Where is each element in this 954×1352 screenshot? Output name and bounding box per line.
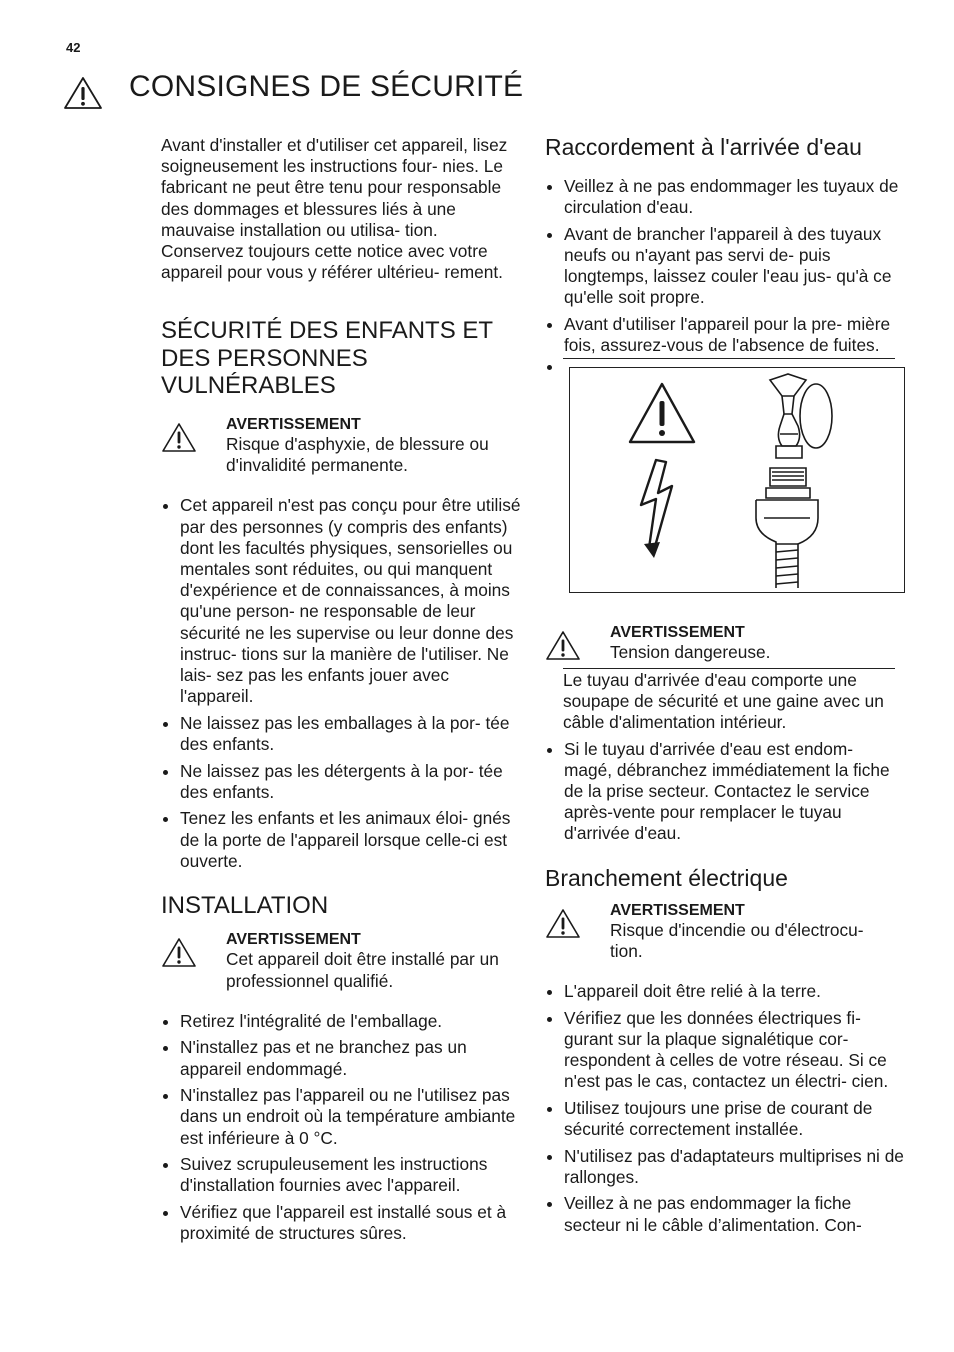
warning-text: Risque d'incendie ou d'électrocu- tion. <box>610 919 864 961</box>
electrical-list <box>545 981 905 1236</box>
section-heading-children-safety: SÉCURITÉ DES ENFANTS ET DES PERSONNES VULNÉRABLES <box>161 317 493 400</box>
water-hose-list <box>545 739 905 845</box>
warning-icon <box>161 422 197 453</box>
warning-text: Cet appareil doit être installé par un professionnel qualifié. <box>226 949 499 991</box>
hose-note: Le tuyau d'arrivée d'eau comporte une soupape de sécurité et une gaine avec un câble d'alimentation intérieur. <box>563 670 884 733</box>
warning-icon <box>63 76 103 110</box>
water-inlet-safety-illustration <box>569 367 905 593</box>
divider <box>563 358 895 359</box>
list-item: L'appareil doit être relié à la terre. <box>545 981 905 1002</box>
page-number: 42 <box>66 40 81 55</box>
list-item: Si le tuyau d'arrivée d'eau est endom- magé, débranchez immédiatement la fiche de la prise secteur. Contactez le service après-vente pour remplacer le tuyau d'arrivée d'eau. <box>545 739 905 845</box>
list-item: Tenez les enfants et les animaux éloi- gnés de la porte de l'appareil lorsque celle-ci est ouverte. <box>161 808 521 872</box>
list-item: Ne laissez pas les emballages à la por- tée des enfants. <box>161 713 521 755</box>
warning-icon <box>545 630 581 661</box>
list-item: N'utilisez pas d'adaptateurs multiprises ni de rallonges. <box>545 1146 905 1188</box>
divider <box>563 668 895 669</box>
section-heading-water-connection: Raccordement à l'arrivée d'eau <box>545 134 862 160</box>
list-item: Suivez scrupuleusement les instructions d'installation fournies avec l'appareil. <box>161 1154 521 1196</box>
warning-label: AVERTISSEMENT <box>610 901 745 919</box>
warning-text: Tension dangereuse. <box>610 641 771 662</box>
warning-label: AVERTISSEMENT <box>226 415 361 433</box>
warning-block <box>161 931 521 991</box>
warning-block <box>545 624 905 663</box>
warning-icon <box>161 937 197 968</box>
warning-text: Risque d'asphyxie, de blessure ou d'invalidité permanente. <box>226 433 489 476</box>
list-item: Avant d'utiliser l'appareil pour la pre- mière fois, assurez-vous de l'absence de fuites. <box>545 314 905 356</box>
section-heading-electrical: Branchement électrique <box>545 864 788 891</box>
list-item: Avant de brancher l'appareil à des tuyaux neufs ou n'ayant pas servi de- puis longtemps, laissez couler l'eau jus- qu'à ce qu'elle soit propre. <box>545 224 905 309</box>
section-heading-installation: INSTALLATION <box>161 891 329 919</box>
illustration-item <box>545 362 905 624</box>
warning-label: AVERTISSEMENT <box>226 931 361 949</box>
list-item: N'installez pas et ne branchez pas un appareil endommagé. <box>161 1037 521 1079</box>
children-safety-list <box>161 495 521 872</box>
tap-icon <box>770 374 832 458</box>
list-item: Retirez l'intégralité de l'emballage. <box>161 1011 521 1032</box>
list-item: N'installez pas l'appareil ou ne l'utilisez pas dans un endroit où la température ambiante est inférieure à 0 °C. <box>161 1085 521 1149</box>
page-title: CONSIGNES DE SÉCURITÉ <box>129 70 524 103</box>
lightning-icon <box>641 460 672 558</box>
bullet-dot <box>547 365 552 370</box>
warning-label: AVERTISSEMENT <box>610 623 745 641</box>
safety-valve-icon <box>756 468 818 588</box>
water-connection-list <box>545 176 905 356</box>
warning-block <box>545 902 905 962</box>
installation-list <box>161 1011 521 1245</box>
intro-paragraph: Avant d'installer et d'utiliser cet appareil, lisez soigneusement les instructions four- nies. Le fabricant ne peut être tenu pour responsable des dommages et blessures liés à une mauvaise installation ou utilisa- tion. Conservez toujours cette notice avec votre appareil pour vous y référer ultérieu- rement. <box>161 135 508 283</box>
list-item: Vérifiez que les données électriques fi- gurant sur la plaque signalétique cor- respondent à celles de votre réseau. Si ce n'est pas le cas, contactez un électri- cien. <box>545 1008 905 1093</box>
left-column <box>161 135 521 1250</box>
warning-icon <box>545 908 581 939</box>
right-column <box>545 133 905 1241</box>
warning-block <box>161 416 521 476</box>
list-item: Veillez à ne pas endommager les tuyaux de circulation d'eau. <box>545 176 905 218</box>
list-item: Cet appareil n'est pas conçu pour être utilisé par des personnes (y compris des enfants) dont les facultés physiques, sensorielles ou mentales sont réduites, ou qui manquent d'expérience et de connaissances, à moins qu'une person- ne responsable de leur sécurité ne les supervise ou leur donne des instruc- tions sur la manière de l'utiliser. Ne lais- sez pas les enfants jouer avec l'appareil. <box>161 495 521 707</box>
warning-icon <box>630 384 694 442</box>
list-item: Utilisez toujours une prise de courant de sécurité correctement installée. <box>545 1098 905 1140</box>
list-item: Ne laissez pas les détergents à la por- tée des enfants. <box>161 761 521 803</box>
list-item: Vérifiez que l'appareil est installé sous et à proximité de structures sûres. <box>161 1202 521 1244</box>
hose-illustration <box>570 368 904 592</box>
list-item: Veillez à ne pas endommager la fiche secteur ni le câble d’alimentation. Con- <box>545 1193 905 1235</box>
